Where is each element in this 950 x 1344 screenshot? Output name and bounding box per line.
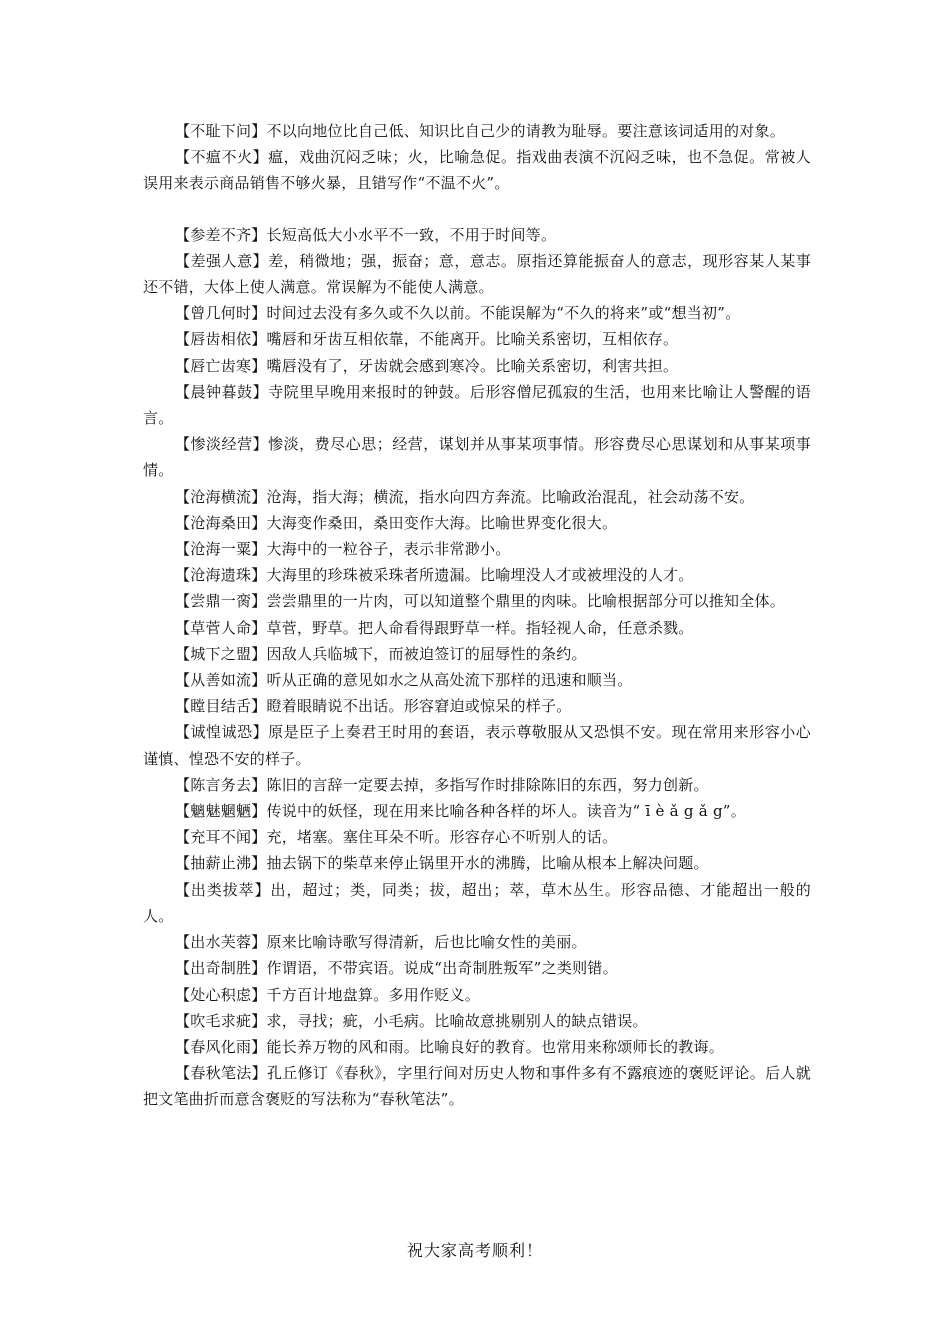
idiom-term: 【沧海桑田】 (175, 513, 267, 532)
idiom-definition: 草菅，野草。把人命看得跟野草一样。指轻视人命，任意杀戮。 (266, 618, 694, 637)
idiom-term: 【沧海遗珠】 (175, 566, 267, 585)
idiom-definition: 出，超过；类，同类；拔，超出；萃，草木丛生。形容品德、才能超出一般的人。 (143, 880, 811, 925)
idiom-definition: 充，堵塞。塞住耳朵不听。形容存心不听别人的话。 (266, 828, 618, 847)
idiom-term: 【抽薪止沸】 (175, 854, 267, 873)
idiom-definition: 因敌人兵临城下，而被迫签订的屈辱性的条约。 (266, 644, 587, 663)
idiom-definition: 原是臣子上奏君王时用的套语，表示尊敬服从又恐惧不安。现在常用来形容小心谨慎、惶恐不安的样子。 (143, 723, 811, 768)
idiom-term: 【出奇制胜】 (175, 959, 267, 978)
idiom-entry (143, 1034, 811, 1060)
idiom-term: 【差强人意】 (175, 251, 269, 270)
idiom-definition: 沧海，指大海；横流，指水向四方奔流。比喻政治混乱，社会动荡不安。 (266, 487, 755, 506)
idiom-term: 【从善如流】 (175, 671, 267, 690)
idiom-definition: 时间过去没有多久或不久以前。不能误解为“不久的将来”或“想当初”。 (266, 304, 741, 323)
idiom-term: 【陈言务去】 (175, 775, 267, 794)
idiom-entry (143, 955, 811, 981)
idiom-entry (143, 562, 811, 588)
idiom-definition: 作谓语，不带宾语。说成“出奇制胜叛军”之类则错。 (266, 959, 618, 978)
idiom-entry (143, 929, 811, 955)
idiom-definition: 听从正确的意见如水之从高处流下那样的迅速和顺当。 (266, 671, 633, 690)
idiom-entry (143, 1060, 811, 1112)
idiom-term: 【不耻下问】 (175, 122, 267, 140)
idiom-entry (143, 222, 811, 248)
idiom-definition: 能长养万物的风和雨。比喻良好的教育。也常用来称颂师长的教诲。 (266, 1037, 725, 1056)
idiom-term: 【瞠目结舌】 (175, 697, 267, 716)
idiom-definition: 千方百计地盘算。多用作贬义。 (266, 985, 481, 1004)
idiom-definition: 差，稍微地；强，振奋；意，意志。原指还算能振奋人的意志，现形容某人某事还不错，大体上使人满意。常误解为不能使人满意。 (143, 251, 811, 297)
idiom-entry (143, 144, 811, 196)
idiom-entry (143, 798, 811, 824)
idiom-definition: 孔丘修订《春秋》，字里行间对历史人物和事件多有不露痕迹的褒贬评论。后人就把文笔曲折而意含褒贬的写法称为“春秋笔法”。 (143, 1064, 811, 1109)
idiom-term: 【沧海横流】 (175, 487, 267, 506)
idiom-entry (143, 353, 811, 379)
idiom-definition: 嘴唇没有了，牙齿就会感到寒冷。比喻关系密切，利害共担。 (266, 356, 679, 375)
idiom-definition: 大海变作桑田，桑田变作大海。比喻世界变化很大。 (266, 513, 618, 532)
idiom-definition: 尝尝鼎里的一片肉，可以知道整个鼎里的肉味。比喻根据部分可以推知全体。 (266, 592, 786, 611)
idiom-definition: 大海中的一粒谷子，表示非常渺小。 (266, 540, 511, 559)
idiom-term: 【充耳不闻】 (175, 828, 267, 847)
idiom-entry (143, 667, 811, 693)
idiom-definition: 抽去锅下的柴草来停止锅里开水的沸腾，比喻从根本上解决问题。 (266, 854, 709, 873)
idiom-term: 【惨淡经营】 (175, 435, 269, 454)
idiom-entry (143, 248, 811, 300)
idiom-term: 【春秋笔法】 (175, 1064, 267, 1083)
idiom-definition: 瞪着眼睛说不出话。形容窘迫或惊呆的样子。 (266, 697, 572, 716)
idiom-entry (143, 379, 811, 431)
idiom-entry (143, 510, 811, 536)
idiom-term: 【曾几何时】 (175, 304, 267, 323)
idiom-definition: 寺院里早晚用来报时的钟鼓。后形容僧尼孤寂的生活，也用来比喻让人警醒的语言。 (143, 382, 811, 428)
idiom-definition: 原来比喻诗歌写得清新，后也比喻女性的美丽。 (266, 933, 587, 952)
idiom-term: 【城下之盟】 (175, 644, 267, 663)
idiom-entry (143, 850, 811, 876)
idiom-entry (143, 641, 811, 667)
idiom-entry (143, 982, 811, 1008)
idiom-entry (143, 824, 811, 850)
idiom-term: 【春风化雨】 (175, 1037, 267, 1056)
idiom-definition: 大海里的珍珠被采珠者所遗漏。比喻埋没人才或被埋没的人才。 (266, 566, 694, 585)
idiom-term: 【出水芙蓉】 (175, 933, 267, 952)
idiom-entry (143, 719, 811, 771)
idiom-entry (143, 484, 811, 510)
idiom-term: 【草菅人命】 (175, 618, 267, 637)
idiom-term: 【参差不齐】 (175, 225, 267, 244)
idiom-term: 【沧海一粟】 (175, 540, 267, 559)
idiom-entry (143, 326, 811, 352)
idiom-entry (143, 536, 811, 562)
idiom-entry (143, 431, 811, 483)
idiom-term: 【吹毛求疵】 (175, 1011, 267, 1030)
idiom-term: 【唇齿相依】 (175, 330, 267, 349)
idiom-definition: 求，寻找；疵，小毛病。比喻故意挑剔别人的缺点错误。 (266, 1011, 648, 1030)
idiom-term: 【魑魅魍魉】 (175, 802, 267, 821)
idiom-entry (143, 1008, 811, 1034)
idiom-list (143, 118, 811, 1113)
idiom-definition: 不以向地位比自己低、知识比自己少的请教为耻辱。要注意该词适用的对象。 (266, 122, 786, 140)
idiom-term: 【出类拔萃】 (175, 880, 271, 899)
idiom-term: 【诚惶诚恐】 (175, 723, 269, 742)
idiom-definition: 长短高低大小水平不一致，不用于时间等。 (266, 225, 557, 244)
idiom-definition: 嘴唇和牙齿互相依靠，不能离开。比喻关系密切，互相依存。 (266, 330, 679, 349)
idiom-definition: 传说中的妖怪，现在用来比喻各种各样的坏人。读音为“ ī è ǎ g ǎ g”。 (266, 802, 746, 821)
idiom-entry (143, 588, 811, 614)
idiom-entry (143, 615, 811, 641)
idiom-entry (143, 118, 811, 144)
idiom-definition: 惨淡，费尽心思；经营，谋划并从事某项事情。形容费尽心思谋划和从事某项事情。 (143, 435, 811, 480)
idiom-definition: 瘟，戏曲沉闷乏味；火，比喻急促。指戏曲表演不沉闷乏味，也不急促。常被人误用来表示商品销售不够火暴，且错写作“不温不火”。 (143, 148, 811, 193)
idiom-term: 【处心积虑】 (175, 985, 267, 1004)
idiom-entry (143, 772, 811, 798)
footer-blessing: 祝大家高考顺利！ (406, 1241, 543, 1260)
idiom-entry (143, 300, 811, 326)
idiom-term: 【晨钟暮鼓】 (175, 382, 269, 401)
idiom-term: 【尝鼎一脔】 (175, 592, 267, 611)
idiom-entry (143, 877, 811, 929)
idiom-term: 【不瘟不火】 (175, 148, 269, 167)
idiom-entry (143, 693, 811, 719)
idiom-term: 【唇亡齿寒】 (175, 356, 267, 375)
idiom-definition: 陈旧的言辞一定要去掉，多指写作时排除陈旧的东西，努力创新。 (266, 775, 709, 794)
